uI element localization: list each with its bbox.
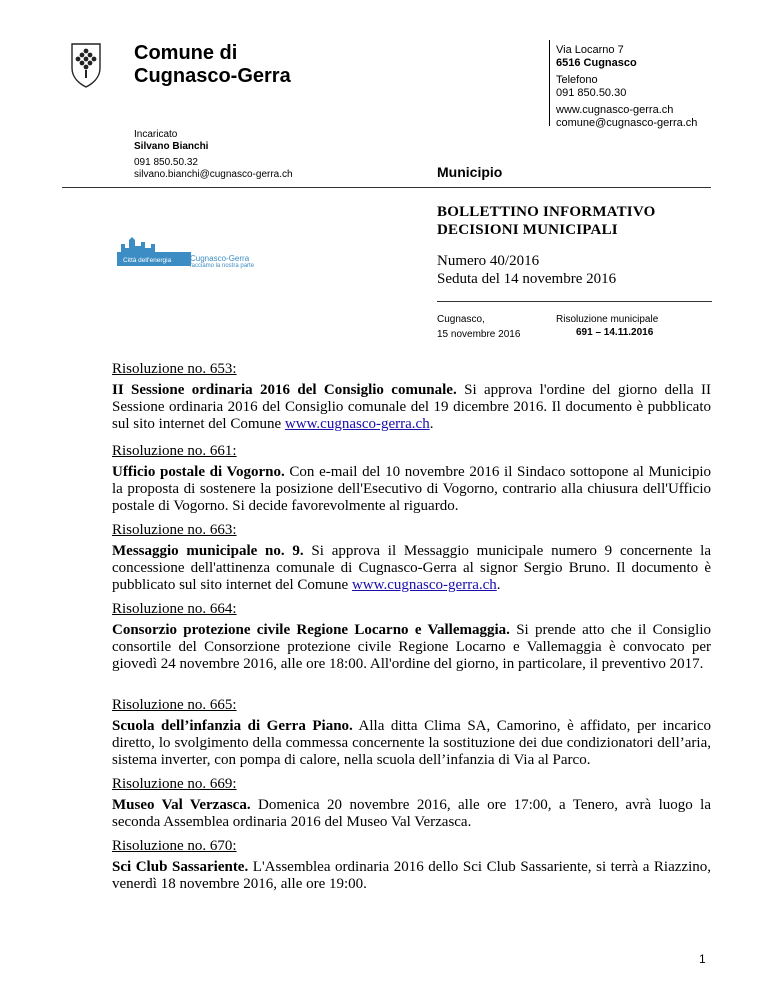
resolution-item: [112, 776, 711, 831]
resolution-text: [112, 382, 711, 433]
logo-tagline: facciamo la nostra parte: [190, 263, 255, 269]
resolution-body: L'Assemblea ordinaria 2016 dello Sci Club Sassariente, si terrà a Riazzino, venerdì 18 novembre 2016, alle ore 19:00.: [112, 859, 711, 892]
phone-number: 091 850.50.30: [556, 87, 627, 99]
bulletin-info: [437, 252, 616, 288]
resolution-title: Risoluzione no. 663:: [112, 522, 237, 538]
bulletin-session: Seduta del 14 novembre 2016: [437, 271, 617, 287]
address-line1: Via Locarno 7: [556, 44, 624, 56]
incaricato-block: [134, 129, 293, 181]
logo-badge-text: Città dell'energia: [123, 257, 172, 264]
resolution-subject: Sci Club Sassariente.: [112, 859, 249, 875]
incaricato-name: Silvano Bianchi: [134, 141, 209, 152]
resolution-text: [112, 464, 711, 515]
resolution-title: Risoluzione no. 665:: [112, 697, 237, 713]
resolution-subject: Ufficio postale di Vogorno.: [112, 464, 285, 480]
resolution-body: Si approva l'ordine del giorno della II Sessione ordinaria 2016 del Consiglio comunale del 19 dicembre 2016. Il documento è pubblicato sul sito internet del Comune: [112, 382, 711, 432]
header-divider: [62, 187, 711, 188]
resolution-body: Si prende atto che il Consiglio consortile del Consorzione protezione civile Regione Locarno e Vallemaggia è convocato per giovedì 24 novembre 2016, alle ore 18:00. All'ordine del giorno, in particolare, il preventivo 2017.: [112, 622, 711, 672]
incaricato-email[interactable]: silvano.bianchi@cugnasco-gerra.ch: [134, 169, 293, 180]
logo-brand-name: Cugnasco-Gerra: [190, 254, 250, 263]
resolution-body: Si approva il Messaggio municipale numero 9 concernente la concessione dell'attinenza comunale di Cugnasco-Gerra al signor Sergio Bruno. Il documento è pubblicato sul sito internet del Comune: [112, 543, 711, 593]
bulletin-title-line1: BOLLETTINO INFORMATIVO: [437, 204, 656, 220]
organization-name: [134, 42, 291, 88]
incaricato-label: Incaricato: [134, 129, 178, 140]
resolution-text: [112, 718, 711, 769]
resolution-body: Domenica 20 novembre 2016, alle ore 17:00, a Tenero, avrà luogo la seconda Assemblea ordinaria 2016 del Museo Val Verzasca.: [112, 797, 711, 830]
website-link[interactable]: www.cugnasco-gerra.ch: [284, 416, 430, 432]
coat-of-arms-icon: [70, 42, 102, 88]
resolution-item: [112, 838, 711, 893]
place: Cugnasco,: [437, 314, 485, 325]
org-name-line2: Cugnasco-Gerra: [134, 65, 291, 87]
website-link[interactable]: www.cugnasco-gerra.ch: [556, 104, 674, 116]
place-date: [437, 312, 520, 342]
address-line2: 6516 Cugnasco: [556, 57, 637, 69]
resolution-title: Risoluzione no. 670:: [112, 838, 237, 854]
incaricato-phone: 091 850.50.32: [134, 157, 198, 168]
date: 15 novembre 2016: [437, 329, 521, 340]
resolution-subject: II Sessione ordinaria 2016 del Consiglio comunale.: [112, 382, 457, 398]
org-name-line1: Comune di: [134, 42, 238, 64]
resolution-item: [112, 361, 711, 433]
resolution-item: [112, 601, 711, 673]
resolution-subject: Scuola dell’infanzia di Gerra Piano.: [112, 718, 353, 734]
resolution-title: Risoluzione no. 653:: [112, 361, 237, 377]
bulletin-number: Numero 40/2016: [437, 253, 540, 269]
resolution-tail: .: [496, 577, 501, 593]
department-title: Municipio: [437, 164, 503, 180]
bulletin-title-line2: DECISIONI MUNICIPALI: [437, 222, 618, 238]
resolution-tail: .: [429, 416, 434, 432]
page-number: 1: [699, 952, 706, 966]
resolution-text: [112, 859, 711, 893]
resolution-title: Risoluzione no. 661:: [112, 443, 237, 459]
email-link[interactable]: comune@cugnasco-gerra.ch: [556, 117, 698, 129]
resolution-title: Risoluzione no. 669:: [112, 776, 237, 792]
resolution-body: Alla ditta Clima SA, Camorino, è affidato, per incarico diretto, lo svolgimento della commessa concernente la sostituzione dei due condizionatori dell’aria, sistema inverter, con pompa di calore, nella scuola dell’infanzia di Via al Parco.: [112, 718, 711, 768]
resolution-subject: Consorzio protezione civile Regione Locarno e Vallemaggia.: [112, 622, 510, 638]
resolution-number: 691 – 14.11.2016: [576, 327, 654, 338]
phone-label: Telefono: [556, 74, 598, 86]
resolution-subject: Messaggio municipale no. 9.: [112, 543, 304, 559]
bulletin-title: [437, 203, 655, 239]
resolution-body: Con e-mail del 10 novembre 2016 il Sindaco sottopone al Municipio la proposta di sostenere la posizione dell'Esecutivo di Vogorno, contrario alla chiusura dell'Ufficio postale di Vogorno. Si decide favorevolmente al riguardo.: [112, 464, 712, 514]
resolution-text: [112, 543, 711, 594]
resolution-text: [112, 797, 711, 831]
contact-divider: [549, 40, 550, 126]
website-link[interactable]: www.cugnasco-gerra.ch: [351, 577, 497, 593]
resolution-item: [112, 443, 711, 515]
resolution-text: [112, 622, 711, 673]
resolution-item: [112, 697, 711, 769]
resolution-title: Risoluzione no. 664:: [112, 601, 237, 617]
bulletin-divider: [437, 301, 712, 302]
resolution-item: [112, 522, 711, 594]
resolution-label: Risoluzione municipale: [556, 314, 659, 325]
contact-block: [556, 44, 697, 130]
resolution-subject: Museo Val Verzasca.: [112, 797, 251, 813]
